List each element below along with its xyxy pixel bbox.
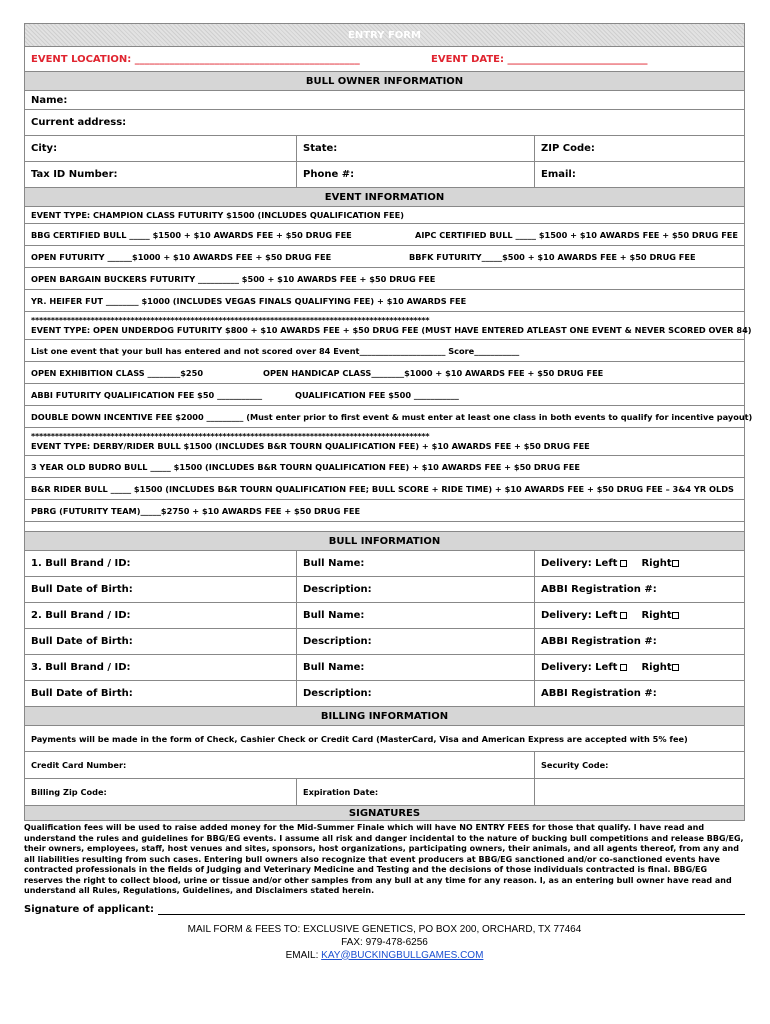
left-checkbox[interactable] <box>620 612 627 619</box>
event-row-open-futurity <box>24 246 745 268</box>
expiration-date-field[interactable]: Expiration Date: <box>297 779 535 805</box>
owner-name-row <box>24 91 745 110</box>
left-checkbox[interactable] <box>620 664 627 671</box>
bull-name-field[interactable]: Bull Name: <box>297 551 535 576</box>
bull-1 <box>24 551 745 603</box>
bull-row <box>24 603 745 629</box>
bull-dob-field[interactable]: Bull Date of Birth: <box>25 681 297 706</box>
billing-section-title: BILLING INFORMATION <box>24 707 745 726</box>
bull-description-field[interactable]: Description: <box>297 629 535 654</box>
entry-form <box>24 23 753 962</box>
billing-zip-field[interactable]: Billing Zip Code: <box>25 779 297 805</box>
credit-card-field[interactable]: Credit Card Number: <box>25 752 535 778</box>
delivery-field <box>535 551 744 576</box>
event-type-underdog-block <box>24 312 752 340</box>
signature-label: Signature of applicant: <box>24 903 154 915</box>
event-row-exhibition <box>24 362 745 384</box>
bull-row <box>24 629 745 655</box>
disclaimer-text: Qualification fees will be used to raise added money for the Mid-Summer Finale which will have NO ENTRY FEES for those that qualify. I have read and understand the rules and guidelines for BBG/EG events. I assume all risk and danger incidental to the nature of bucking bull competitions and release BBG/EG, their owners, employees, staff, host venues and sites, sponsors, host organizations, participating owners, their animals, and all agents thereof, from any and all liabilities resulting from such cases. Entering bull owners also recognize that event producers at BBG/EG sanctioned and/or co-sanctioned events have contracted professionals in the fields of Judging and Veterinary Medicine and Testing and the decisions of those individuals contracted is final. BBG/EG reserves the right to collect blood, urine or tissue and/or other samples from any bull at any time for any reason. I, as an entering bull owner have read and understand all Rules, Regulations, Guidelines, and Disclaimers stated herein. <box>24 823 744 895</box>
email-field[interactable]: Email: <box>541 169 576 180</box>
owner-address-row <box>24 110 745 136</box>
open-exhibition-option[interactable]: OPEN EXHIBITION CLASS ________$250 <box>31 367 204 378</box>
bull-row <box>24 681 745 707</box>
event-date-field[interactable]: EVENT DATE: ____________________________ <box>431 53 648 65</box>
event-row-bbg <box>24 224 745 246</box>
owner-name-field[interactable]: Name: <box>31 94 68 106</box>
rider-bull-option[interactable]: B&R RIDER BULL _____ $1500 (INCLUDES B&R TOURN QUALIFICATION FEE; BULL SCORE + RIDE TIME) + $10 AWARDS FEE + $50 DRUG FEE – 3&4 YR OLDS <box>24 478 745 500</box>
open-futurity-option[interactable]: OPEN FUTURITY ______$1000 + $10 AWARDS FEE + $50 DRUG FEE <box>31 251 332 262</box>
list-event-field[interactable]: List one event that your bull has entered and not scored over 84 Event_____________________ Score___________ <box>24 340 745 362</box>
billing-empty-cell <box>535 779 744 805</box>
fax-number: FAX: 979-478-6256 <box>341 936 428 948</box>
mail-info <box>24 923 745 962</box>
event-row-abbi <box>24 384 745 406</box>
bull-row <box>24 655 745 681</box>
open-handicap-option[interactable]: OPEN HANDICAP CLASS________$1000 + $10 AWARDS FEE + $50 DRUG FEE <box>263 367 604 378</box>
payments-note: Payments will be made in the form of Check, Cashier Check or Credit Card (MasterCard, Visa and American Express are accepted with 5% fee) <box>24 726 745 752</box>
signature-line[interactable] <box>158 903 745 915</box>
email-link[interactable]: KAY@BUCKINGBULLGAMES.COM <box>321 949 484 961</box>
bull-2 <box>24 603 745 655</box>
tax-id-field[interactable]: Tax ID Number: <box>25 162 297 187</box>
heifer-futurity-option[interactable]: YR. HEIFER FUT ________ $1000 (INCLUDES VEGAS FINALS QUALIFYING FEE) + $10 AWARDS FEE <box>24 290 745 312</box>
owner-address-field[interactable]: Current address: <box>31 117 127 128</box>
state-field[interactable]: State: <box>297 136 535 161</box>
event-type-champion: EVENT TYPE: CHAMPION CLASS FUTURITY $1500 (INCLUDES QUALIFICATION FEE) <box>24 207 745 224</box>
bull-brand-field[interactable]: 2. Bull Brand / ID: <box>25 603 297 628</box>
email-label: EMAIL: <box>285 949 322 961</box>
delivery-left-label: Delivery: Left <box>541 610 618 621</box>
bull-description-field[interactable]: Description: <box>297 577 535 602</box>
left-checkbox[interactable] <box>620 560 627 567</box>
event-type-derby: EVENT TYPE: DERBY/RIDER BULL $1500 (INCLUDES B&R TOURN QUALIFICATION FEE) + $10 AWARDS FEE + $50 DRUG FEE <box>31 441 590 451</box>
budro-bull-option[interactable]: 3 YEAR OLD BUDRO BULL _____ $1500 (INCLUDES B&R TOURN QUALIFICATION FEE) + $10 AWARDS FEE + $50 DRUG FEE <box>24 456 745 478</box>
signatures-section-title: SIGNATURES <box>24 806 745 821</box>
mail-address: MAIL FORM & FEES TO: EXCLUSIVE GENETICS, PO BOX 200, ORCHARD, TX 77464 <box>187 923 582 935</box>
phone-field[interactable]: Phone #: <box>297 162 535 187</box>
delivery-right-label: Right <box>641 662 672 673</box>
separator-stars: **************************************************************************************************** <box>31 316 430 325</box>
security-code-field[interactable]: Security Code: <box>541 760 609 770</box>
right-checkbox[interactable] <box>672 612 679 619</box>
abbi-registration-field[interactable]: ABBI Registration #: <box>541 688 657 699</box>
zip-field[interactable]: ZIP Code: <box>541 143 595 154</box>
delivery-left-label: Delivery: Left <box>541 558 618 569</box>
event-type-underdog: EVENT TYPE: OPEN UNDERDOG FUTURITY $800 + $10 AWARDS FEE + $50 DRUG FEE (MUST HAVE ENTERED ATLEAST ONE EVENT & NEVER SCORED OVER 84) <box>31 325 752 335</box>
bull-brand-field[interactable]: 3. Bull Brand / ID: <box>25 655 297 680</box>
delivery-left-label: Delivery: Left <box>541 662 618 673</box>
owner-section-title: BULL OWNER INFORMATION <box>24 72 745 91</box>
bull-name-field[interactable]: Bull Name: <box>297 655 535 680</box>
bbg-certified-option[interactable]: BBG CERTIFIED BULL _____ $1500 + $10 AWARDS FEE + $50 DRUG FEE <box>31 229 352 240</box>
delivery-field <box>535 655 744 680</box>
form-title: ENTRY FORM <box>24 23 745 47</box>
bull-dob-field[interactable]: Bull Date of Birth: <box>25 629 297 654</box>
owner-city-row <box>24 136 745 162</box>
bull-description-field[interactable]: Description: <box>297 681 535 706</box>
separator-stars: **************************************************************************************************** <box>31 432 430 441</box>
double-down-option[interactable]: DOUBLE DOWN INCENTIVE FEE $2000 _________ (Must enter prior to first event & must enter at least one class in both events to qualify for incentive payout) <box>24 406 745 428</box>
bull-name-field[interactable]: Bull Name: <box>297 603 535 628</box>
right-checkbox[interactable] <box>672 664 679 671</box>
billing-cc-row <box>24 752 745 779</box>
abbi-registration-field[interactable]: ABBI Registration #: <box>541 636 657 647</box>
email-line <box>24 949 745 962</box>
abbi-futurity-option[interactable]: ABBI FUTURITY QUALIFICATION FEE $50 ___________ <box>31 389 263 400</box>
qualification-fee-option[interactable]: QUALIFICATION FEE $500 ___________ <box>295 389 459 400</box>
event-location-field[interactable]: EVENT LOCATION: _____________________________________________ <box>31 53 360 65</box>
bargain-buckers-option[interactable]: OPEN BARGAIN BUCKERS FUTURITY __________ $500 + $10 AWARDS FEE + $50 DRUG FEE <box>24 268 745 290</box>
billing-zip-row <box>24 779 745 806</box>
owner-tax-row <box>24 162 745 188</box>
bbfk-futurity-option[interactable]: BBFK FUTURITY_____$500 + $10 AWARDS FEE + $50 DRUG FEE <box>409 251 696 262</box>
delivery-field <box>535 603 744 628</box>
bull-brand-field[interactable]: 1. Bull Brand / ID: <box>25 551 297 576</box>
signature-row <box>24 903 745 915</box>
event-type-derby-block <box>24 428 745 456</box>
delivery-right-label: Right <box>641 610 672 621</box>
bull-3 <box>24 655 745 707</box>
city-field[interactable]: City: <box>25 136 297 161</box>
right-checkbox[interactable] <box>672 560 679 567</box>
spacer-row <box>24 522 745 532</box>
event-location-row <box>24 47 745 72</box>
abbi-registration-field[interactable]: ABBI Registration #: <box>541 584 657 595</box>
bull-row <box>24 577 745 603</box>
bull-row <box>24 551 745 577</box>
bull-dob-field[interactable]: Bull Date of Birth: <box>25 577 297 602</box>
aipc-certified-option[interactable]: AIPC CERTIFIED BULL _____ $1500 + $10 AWARDS FEE + $50 DRUG FEE <box>415 229 738 240</box>
event-section-title: EVENT INFORMATION <box>24 188 745 207</box>
bull-section-title: BULL INFORMATION <box>24 532 745 551</box>
delivery-right-label: Right <box>641 558 672 569</box>
pbrg-option[interactable]: PBRG (FUTURITY TEAM)_____$2750 + $10 AWARDS FEE + $50 DRUG FEE <box>24 500 745 522</box>
